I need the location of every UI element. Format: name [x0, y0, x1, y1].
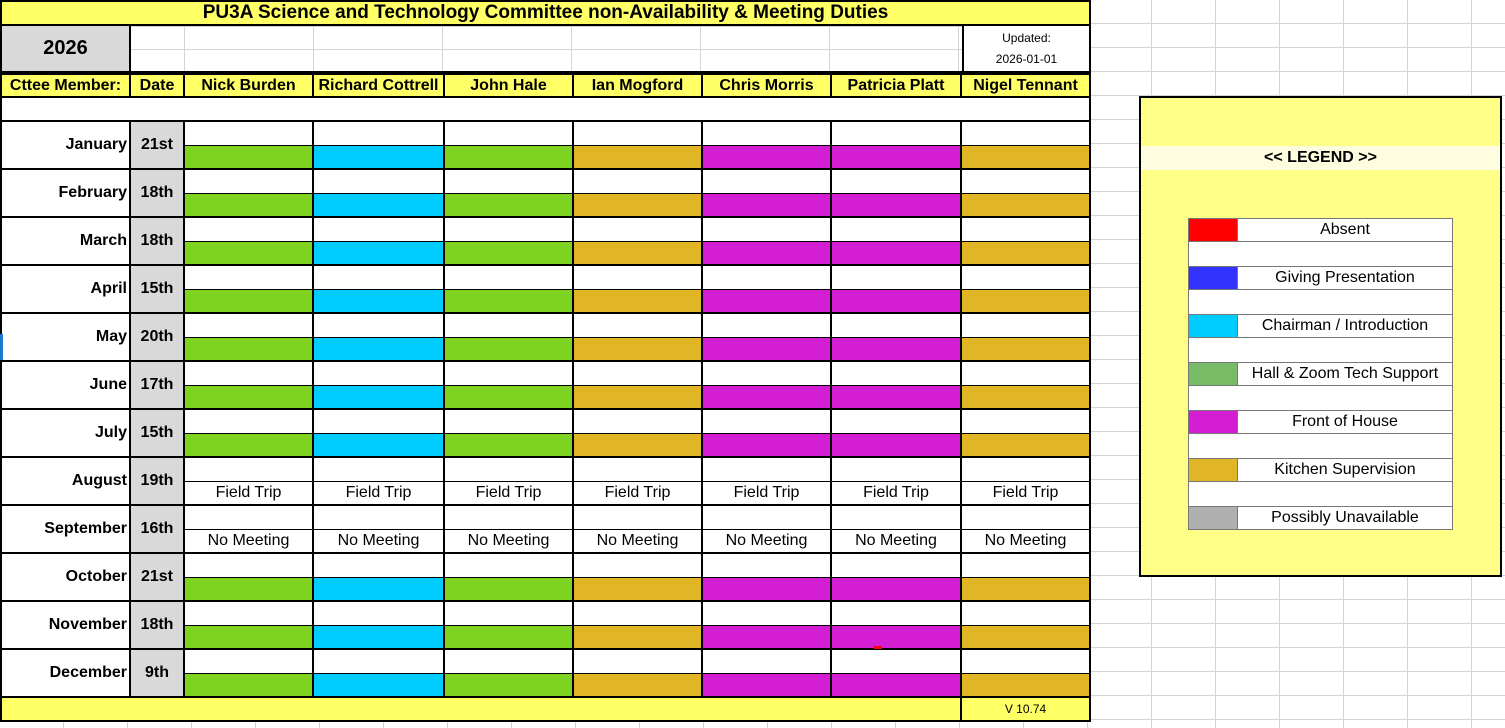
duty-cell[interactable] — [703, 290, 832, 314]
header-blank-area[interactable] — [131, 26, 962, 73]
availability-cell[interactable] — [185, 506, 314, 530]
availability-cell[interactable] — [445, 170, 574, 194]
availability-cell[interactable] — [832, 170, 962, 194]
date-column-header[interactable]: Date — [131, 73, 185, 98]
availability-cell[interactable] — [314, 458, 445, 482]
legend-label: Absent — [1238, 218, 1453, 242]
duty-cell[interactable] — [832, 242, 962, 266]
spacer-row[interactable] — [0, 98, 1091, 122]
availability-cell[interactable] — [314, 554, 445, 578]
availability-cell[interactable] — [832, 650, 962, 674]
month-cell[interactable]: November — [0, 602, 131, 650]
availability-cell[interactable] — [832, 410, 962, 434]
availability-cell[interactable] — [314, 410, 445, 434]
duty-cell[interactable] — [445, 674, 574, 698]
meeting-date-cell[interactable]: 20th — [131, 314, 185, 362]
duty-cell[interactable] — [445, 434, 574, 458]
month-cell[interactable]: February — [0, 170, 131, 218]
legend-gap — [1188, 434, 1453, 458]
availability-cell[interactable] — [314, 218, 445, 242]
month-cell[interactable]: March — [0, 218, 131, 266]
duty-cell[interactable] — [185, 146, 314, 170]
duty-cell[interactable] — [703, 578, 832, 602]
legend-swatch — [1188, 218, 1238, 242]
duty-cell[interactable] — [314, 242, 445, 266]
duty-cell[interactable] — [445, 290, 574, 314]
availability-cell[interactable] — [185, 602, 314, 626]
duty-cell[interactable] — [445, 146, 574, 170]
duty-cell[interactable] — [962, 578, 1091, 602]
duty-cell[interactable] — [314, 626, 445, 650]
duty-cell[interactable] — [185, 338, 314, 362]
duty-cell[interactable] — [445, 194, 574, 218]
meeting-date-cell[interactable]: 21st — [131, 554, 185, 602]
meeting-date-cell[interactable]: 17th — [131, 362, 185, 410]
meeting-date-cell[interactable]: 19th — [131, 458, 185, 506]
availability-cell[interactable] — [703, 218, 832, 242]
availability-cell[interactable] — [962, 602, 1091, 626]
availability-cell[interactable] — [703, 506, 832, 530]
updated-label: Updated: — [1002, 31, 1051, 45]
member-header[interactable]: Nick Burden — [185, 73, 314, 98]
duty-cell[interactable] — [574, 386, 703, 410]
availability-cell[interactable] — [962, 314, 1091, 338]
legend-swatch — [1188, 314, 1238, 338]
availability-cell[interactable] — [185, 410, 314, 434]
availability-cell[interactable] — [703, 170, 832, 194]
availability-cell[interactable] — [574, 554, 703, 578]
version-label[interactable]: V 10.74 — [962, 698, 1091, 722]
availability-cell[interactable] — [185, 266, 314, 290]
legend-gap — [1188, 482, 1453, 506]
duty-cell[interactable] — [574, 578, 703, 602]
duty-cell[interactable] — [574, 338, 703, 362]
legend-gap — [1188, 242, 1453, 266]
duty-cell[interactable] — [185, 434, 314, 458]
month-cell[interactable]: January — [0, 122, 131, 170]
meeting-date-cell[interactable]: 9th — [131, 650, 185, 698]
availability-cell[interactable] — [445, 122, 574, 146]
duty-cell[interactable] — [703, 338, 832, 362]
availability-cell[interactable] — [314, 314, 445, 338]
duty-cell[interactable] — [185, 578, 314, 602]
availability-cell[interactable] — [185, 362, 314, 386]
availability-cell[interactable] — [445, 554, 574, 578]
availability-cell[interactable] — [703, 410, 832, 434]
availability-cell[interactable] — [832, 602, 962, 626]
availability-cell[interactable] — [185, 458, 314, 482]
member-header[interactable]: Richard Cottrell — [314, 73, 445, 98]
availability-cell[interactable] — [832, 362, 962, 386]
member-header[interactable]: John Hale — [445, 73, 574, 98]
duty-cell[interactable]: Field Trip — [832, 482, 962, 506]
duty-cell[interactable] — [832, 194, 962, 218]
duty-cell[interactable] — [703, 194, 832, 218]
duty-cell[interactable] — [832, 290, 962, 314]
duty-cell[interactable] — [574, 674, 703, 698]
duty-cell[interactable] — [314, 290, 445, 314]
month-cell[interactable]: April — [0, 266, 131, 314]
updated-date: 2026-01-01 — [995, 52, 1058, 66]
duty-cell[interactable] — [314, 386, 445, 410]
absent-marker — [874, 646, 882, 649]
duty-cell[interactable] — [703, 674, 832, 698]
duty-cell[interactable]: Field Trip — [185, 482, 314, 506]
duty-cell[interactable] — [185, 674, 314, 698]
availability-cell[interactable] — [445, 506, 574, 530]
duty-cell[interactable] — [314, 146, 445, 170]
availability-cell[interactable] — [832, 314, 962, 338]
meeting-date-cell[interactable]: 16th — [131, 506, 185, 554]
duty-cell[interactable] — [962, 674, 1091, 698]
availability-cell[interactable] — [445, 314, 574, 338]
availability-cell[interactable] — [445, 458, 574, 482]
duty-cell[interactable] — [962, 434, 1091, 458]
updated-cell[interactable] — [962, 26, 1091, 73]
availability-cell[interactable] — [832, 218, 962, 242]
duty-cell[interactable] — [314, 194, 445, 218]
availability-cell[interactable] — [962, 458, 1091, 482]
duty-cell[interactable] — [445, 338, 574, 362]
legend-swatch — [1188, 458, 1238, 482]
duty-cell[interactable] — [574, 194, 703, 218]
availability-cell[interactable] — [832, 554, 962, 578]
duty-cell[interactable] — [314, 674, 445, 698]
duty-cell[interactable]: No Meeting — [832, 530, 962, 554]
availability-cell[interactable] — [832, 266, 962, 290]
duty-cell[interactable] — [314, 434, 445, 458]
availability-cell[interactable] — [185, 170, 314, 194]
member-header[interactable]: Chris Morris — [703, 73, 832, 98]
legend-label: Possibly Unavailable — [1238, 506, 1453, 530]
duty-cell[interactable] — [962, 338, 1091, 362]
duty-cell[interactable] — [703, 626, 832, 650]
availability-cell[interactable] — [703, 458, 832, 482]
availability-cell[interactable] — [962, 266, 1091, 290]
duty-cell[interactable] — [962, 146, 1091, 170]
availability-cell[interactable] — [574, 122, 703, 146]
availability-cell[interactable] — [962, 410, 1091, 434]
availability-cell[interactable] — [445, 266, 574, 290]
availability-cell[interactable] — [314, 266, 445, 290]
legend-label: Giving Presentation — [1238, 266, 1453, 290]
legend-gap — [1188, 290, 1453, 314]
duty-cell[interactable] — [962, 242, 1091, 266]
duty-cell[interactable]: Field Trip — [314, 482, 445, 506]
duty-cell[interactable] — [574, 626, 703, 650]
availability-cell[interactable] — [574, 410, 703, 434]
availability-cell[interactable] — [185, 122, 314, 146]
duty-cell[interactable] — [832, 146, 962, 170]
duty-cell[interactable]: No Meeting — [574, 530, 703, 554]
availability-cell[interactable] — [574, 506, 703, 530]
availability-cell[interactable] — [445, 362, 574, 386]
availability-cell[interactable] — [314, 602, 445, 626]
legend-swatch — [1188, 410, 1238, 434]
duty-cell[interactable] — [445, 386, 574, 410]
availability-cell[interactable] — [445, 650, 574, 674]
duty-cell[interactable] — [574, 434, 703, 458]
duty-cell[interactable] — [962, 290, 1091, 314]
duty-cell[interactable] — [574, 290, 703, 314]
duty-cell[interactable] — [962, 386, 1091, 410]
month-cell[interactable]: December — [0, 650, 131, 698]
duty-cell[interactable] — [445, 242, 574, 266]
duty-cell[interactable]: Field Trip — [703, 482, 832, 506]
availability-cell[interactable] — [703, 554, 832, 578]
year-cell[interactable]: 2026 — [0, 26, 131, 73]
duty-cell[interactable] — [185, 290, 314, 314]
legend-swatch — [1188, 506, 1238, 530]
duty-cell[interactable] — [832, 578, 962, 602]
availability-cell[interactable] — [962, 650, 1091, 674]
duty-cell[interactable]: Field Trip — [574, 482, 703, 506]
month-cell[interactable]: September — [0, 506, 131, 554]
availability-cell[interactable] — [314, 362, 445, 386]
sheet-title: PU3A Science and Technology Committee non-Availability & Meeting Duties — [0, 0, 1091, 26]
availability-cell[interactable] — [962, 506, 1091, 530]
legend-label: Chairman / Introduction — [1238, 314, 1453, 338]
availability-cell[interactable] — [703, 650, 832, 674]
legend-label: Front of House — [1238, 410, 1453, 434]
availability-cell[interactable] — [703, 266, 832, 290]
legend-label: Kitchen Supervision — [1238, 458, 1453, 482]
availability-cell[interactable] — [574, 650, 703, 674]
duty-cell[interactable] — [445, 626, 574, 650]
meeting-date-cell[interactable]: 15th — [131, 266, 185, 314]
duty-cell[interactable]: No Meeting — [962, 530, 1091, 554]
availability-cell[interactable] — [314, 122, 445, 146]
footer-bar[interactable] — [0, 698, 962, 722]
availability-cell[interactable] — [574, 218, 703, 242]
duty-cell[interactable] — [832, 434, 962, 458]
duty-cell[interactable] — [445, 578, 574, 602]
availability-cell[interactable] — [703, 122, 832, 146]
availability-cell[interactable] — [962, 170, 1091, 194]
meeting-date-cell[interactable]: 21st — [131, 122, 185, 170]
availability-cell[interactable] — [703, 314, 832, 338]
availability-cell[interactable] — [962, 122, 1091, 146]
availability-cell[interactable] — [962, 554, 1091, 578]
duty-cell[interactable] — [574, 242, 703, 266]
duty-cell[interactable]: No Meeting — [703, 530, 832, 554]
member-header[interactable]: Ian Mogford — [574, 73, 703, 98]
availability-cell[interactable] — [832, 458, 962, 482]
duty-cell[interactable] — [185, 626, 314, 650]
duty-cell[interactable] — [832, 626, 962, 650]
duty-cell[interactable] — [962, 626, 1091, 650]
availability-cell[interactable] — [445, 602, 574, 626]
availability-cell[interactable] — [574, 266, 703, 290]
duty-cell[interactable] — [703, 242, 832, 266]
availability-cell[interactable] — [314, 650, 445, 674]
meeting-date-cell[interactable]: 18th — [131, 170, 185, 218]
duty-cell[interactable]: Field Trip — [445, 482, 574, 506]
duty-cell[interactable] — [703, 434, 832, 458]
availability-cell[interactable] — [185, 218, 314, 242]
duty-cell[interactable]: No Meeting — [314, 530, 445, 554]
month-cell[interactable]: May — [0, 314, 131, 362]
availability-cell[interactable] — [314, 170, 445, 194]
availability-cell[interactable] — [574, 170, 703, 194]
availability-cell[interactable] — [445, 218, 574, 242]
month-cell[interactable]: June — [0, 362, 131, 410]
legend-swatch — [1188, 362, 1238, 386]
month-cell[interactable]: October — [0, 554, 131, 602]
duty-cell[interactable]: No Meeting — [185, 530, 314, 554]
row-selection-marker — [0, 334, 3, 360]
legend-gap — [1188, 338, 1453, 362]
duty-cell[interactable] — [962, 194, 1091, 218]
meeting-date-cell[interactable]: 15th — [131, 410, 185, 458]
duty-cell[interactable] — [314, 578, 445, 602]
availability-cell[interactable] — [185, 554, 314, 578]
legend-label: Hall & Zoom Tech Support — [1238, 362, 1453, 386]
duty-cell[interactable] — [185, 194, 314, 218]
duty-cell[interactable] — [185, 242, 314, 266]
duty-cell[interactable]: No Meeting — [445, 530, 574, 554]
duty-cell[interactable] — [703, 146, 832, 170]
legend-gap — [1188, 386, 1453, 410]
availability-cell[interactable] — [703, 362, 832, 386]
availability-cell[interactable] — [703, 602, 832, 626]
member-header[interactable]: Patricia Platt — [832, 73, 962, 98]
legend-swatch — [1188, 266, 1238, 290]
duty-cell[interactable] — [314, 338, 445, 362]
month-cell[interactable]: August — [0, 458, 131, 506]
meeting-date-cell[interactable]: 18th — [131, 218, 185, 266]
legend-title: << LEGEND >> — [1141, 146, 1500, 170]
duty-cell[interactable] — [832, 674, 962, 698]
month-cell[interactable]: July — [0, 410, 131, 458]
duty-cell[interactable] — [574, 146, 703, 170]
duty-cell[interactable] — [832, 338, 962, 362]
duty-cell[interactable] — [703, 386, 832, 410]
availability-cell[interactable] — [185, 314, 314, 338]
duty-cell[interactable] — [185, 386, 314, 410]
availability-cell[interactable] — [185, 650, 314, 674]
availability-cell[interactable] — [574, 314, 703, 338]
availability-cell[interactable] — [574, 458, 703, 482]
availability-cell[interactable] — [314, 506, 445, 530]
availability-cell[interactable] — [574, 602, 703, 626]
availability-cell[interactable] — [832, 506, 962, 530]
duty-cell[interactable]: Field Trip — [962, 482, 1091, 506]
member-label-header[interactable]: Cttee Member: — [0, 73, 131, 98]
duty-cell[interactable] — [832, 386, 962, 410]
availability-cell[interactable] — [962, 362, 1091, 386]
availability-cell[interactable] — [574, 362, 703, 386]
availability-cell[interactable] — [445, 410, 574, 434]
availability-cell[interactable] — [962, 218, 1091, 242]
meeting-date-cell[interactable]: 18th — [131, 602, 185, 650]
member-header[interactable]: Nigel Tennant — [962, 73, 1091, 98]
availability-cell[interactable] — [832, 122, 962, 146]
